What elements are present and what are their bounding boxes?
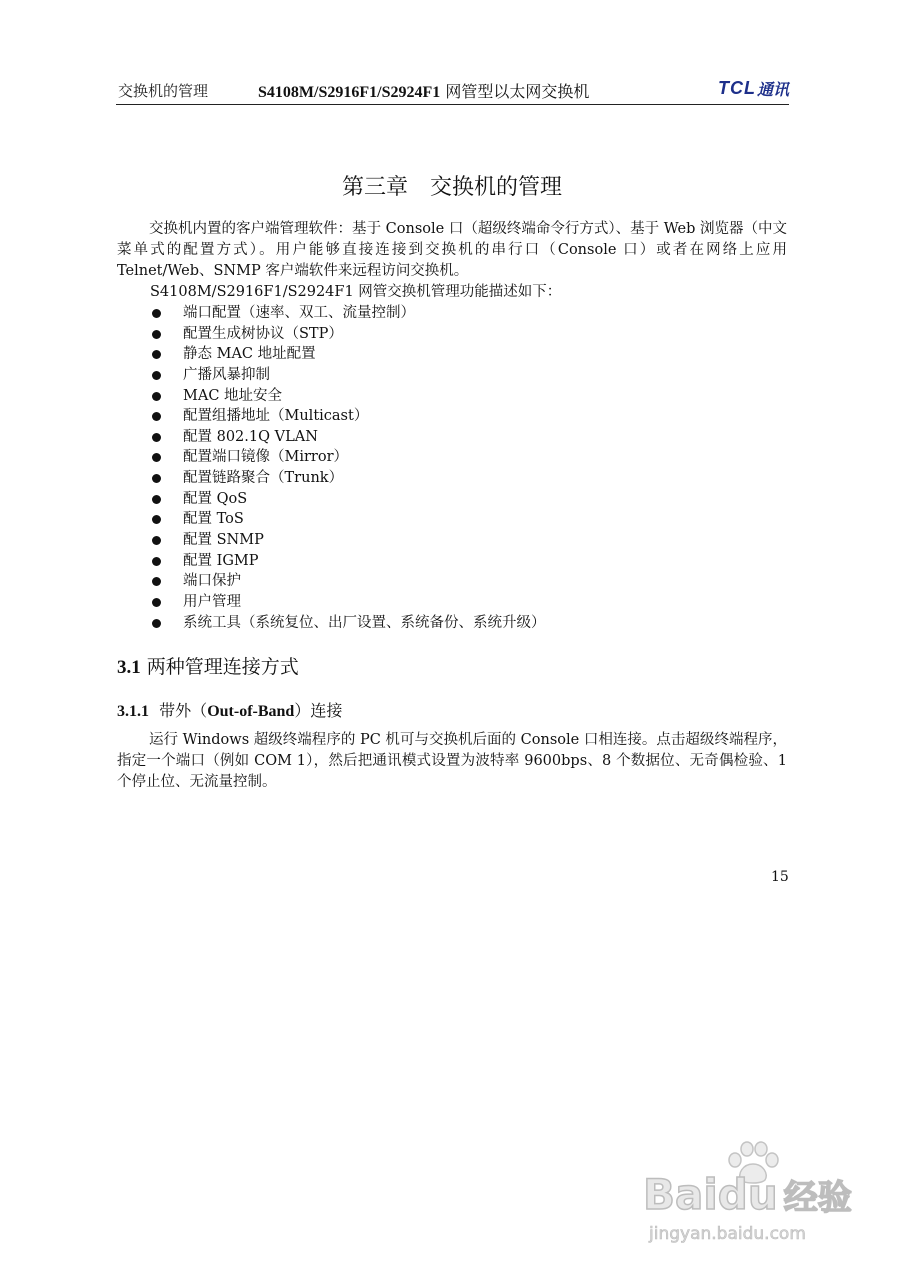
bullet-icon — [152, 412, 161, 421]
bullet-icon — [152, 598, 161, 607]
list-item-text: 配置 802.1Q VLAN — [183, 428, 318, 445]
section-heading — [117, 652, 299, 679]
chapter-title: 第三章 交换机的管理 — [341, 175, 562, 200]
bullet-icon — [152, 536, 161, 545]
bullet-icon — [152, 557, 161, 566]
watermark-brand — [643, 1170, 852, 1219]
subsection-paragraph: 运行 Windows 超级终端程序的 PC 机可与交换机后面的 Console 口相连接。点击超级终端程序，指定一个端口（例如 COM 1），然后把通讯模式设置为波特率 9600bps、8 个数据位、无奇偶检验、1 个停止位、无流量控制。 — [117, 732, 787, 790]
watermark-brand-bai: Bai — [643, 1170, 718, 1219]
list-item — [150, 386, 546, 407]
list-item-text: 配置 IGMP — [183, 552, 259, 569]
list-item-text: 配置组播地址（Multicast） — [183, 408, 369, 425]
subsection-title-bold: Out-of-Band — [207, 703, 295, 720]
list-item-text: 广播风暴抑制 — [183, 366, 270, 383]
tcl-logo-cn: 通讯 — [756, 81, 789, 99]
list-item-text: 配置生成树协议（STP） — [183, 325, 343, 342]
bullet-icon — [152, 619, 161, 628]
list-item — [150, 551, 546, 572]
features-intro: S4108M/S2916F1/S2924F1 网管交换机管理功能描述如下： — [150, 284, 562, 300]
list-item — [150, 530, 546, 551]
list-item — [150, 324, 546, 345]
bullet-icon — [152, 515, 161, 524]
bullet-icon — [152, 495, 161, 504]
list-item — [150, 406, 546, 427]
watermark-url: jingyan.baidu.com — [649, 1224, 806, 1244]
page-number: 15 — [771, 869, 789, 885]
header-product-model — [258, 79, 589, 102]
list-item — [150, 613, 546, 634]
watermark-brand-du: du — [717, 1170, 778, 1219]
list-item — [150, 447, 546, 468]
list-item-text: 静态 MAC 地址配置 — [183, 346, 316, 363]
list-item-text: 端口配置（速率、双工、流量控制） — [183, 305, 415, 321]
page-header — [116, 76, 789, 105]
list-item — [150, 344, 546, 365]
bullet-icon — [152, 330, 161, 339]
feature-list — [150, 303, 546, 633]
section-title: 两种管理连接方式 — [140, 656, 299, 678]
baidu-watermark — [643, 1140, 863, 1250]
bullet-icon — [152, 309, 161, 318]
header-model-bold: S4108M/S2916F1/S2924F1 — [258, 84, 441, 101]
bullet-icon — [152, 433, 161, 442]
bullet-icon — [152, 350, 161, 359]
section-number: 3.1 — [117, 657, 141, 678]
list-item-text: 端口保护 — [183, 573, 241, 590]
list-item-text: 用户管理 — [183, 593, 241, 610]
bullet-icon — [152, 453, 161, 462]
list-item-text: 系统工具（系统复位、出厂设置、系统备份、系统升级） — [183, 614, 546, 631]
list-item-text: 配置 ToS — [183, 511, 244, 528]
list-item — [150, 571, 546, 592]
list-item-text: 配置 QoS — [183, 490, 248, 507]
list-item-text: 配置 SNMP — [183, 532, 264, 549]
bullet-icon — [152, 474, 161, 483]
watermark-brand-cn: 经验 — [783, 1178, 852, 1218]
bullet-icon — [152, 371, 161, 380]
list-item-text: 配置端口镜像（Mirror） — [183, 449, 349, 466]
subsection-number: 3.1.1 — [117, 703, 149, 720]
list-item — [150, 468, 546, 489]
header-model-rest: 网管型以太网交换机 — [440, 82, 590, 101]
list-item — [150, 303, 546, 324]
list-item — [150, 592, 546, 613]
list-item-text: MAC 地址安全 — [183, 387, 283, 404]
subsection-title-pre: 带外（ — [149, 701, 208, 720]
list-item — [150, 427, 546, 448]
list-item-text: 配置链路聚合（Trunk） — [183, 470, 344, 487]
subsection-heading — [117, 698, 342, 721]
list-item — [150, 489, 546, 510]
list-item — [150, 365, 546, 386]
header-section-title: 交换机的管理 — [118, 82, 209, 100]
list-item — [150, 509, 546, 530]
tcl-logo-text: TCL — [717, 77, 756, 98]
intro-paragraph: 交换机内置的客户端管理软件：基于 Console 口（超级终端命令行方式）、基于 Web 浏览器（中文菜单式的配置方式）。用户能够直接连接到交换机的串行口（Console 口）或者在网络上应用 Telnet/Web、SNMP 客户端软件来远程访问交换机。 — [117, 221, 787, 279]
bullet-icon — [152, 577, 161, 586]
tcl-logo — [718, 77, 789, 99]
subsection-title-post: ）连接 — [294, 701, 343, 720]
bullet-icon — [152, 392, 161, 401]
